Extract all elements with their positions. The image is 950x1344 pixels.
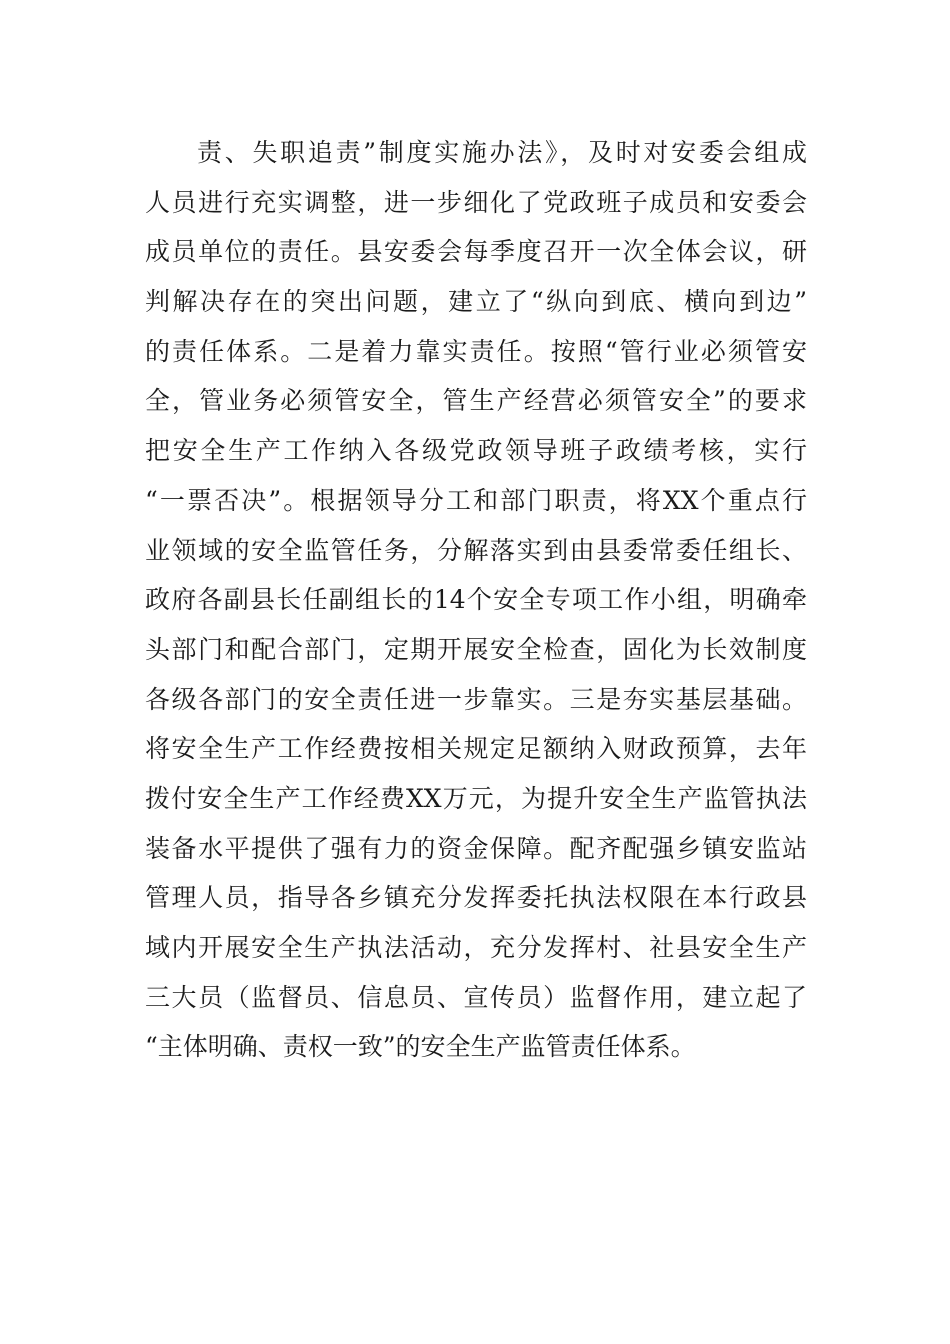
body-paragraph — [145, 128, 807, 1072]
paragraph-line: 各级各部门的安全责任进一步靠实。三是夯实基层基础。 — [145, 684, 807, 714]
paragraph-line: 判解决存在的突出问题，建立了“纵向到底、横向到边” — [145, 287, 807, 317]
paragraph-line: “主体明确、责权一致”的安全生产监管责任体系。 — [145, 1032, 696, 1062]
paragraph-line: 全，管业务必须管安全，管生产经营必须管安全”的要求 — [145, 386, 807, 416]
paragraph-line: 政府各副县长任副组长的14个安全专项工作小组，明确牵 — [145, 585, 807, 615]
paragraph-line: 业领域的安全监管任务，分解落实到由县委常委任组长、 — [145, 535, 807, 565]
paragraph-line: 成员单位的责任。县安委会每季度召开一次全体会议，研 — [145, 237, 807, 267]
paragraph-line: 域内开展安全生产执法活动，充分发挥村、社县安全生产 — [145, 933, 807, 962]
paragraph-line: 的责任体系。二是着力靠实责任。按照“管行业必须管安 — [145, 336, 807, 366]
paragraph-line: 三大员（监督员、信息员、宣传员）监督作用，建立起了 — [145, 982, 807, 1012]
paragraph-line: 拨付安全生产工作经费XX万元，为提升安全生产监管执法 — [145, 783, 807, 813]
paragraph-line: 管理人员，指导各乡镇充分发挥委托执法权限在本行政县 — [145, 883, 807, 913]
paragraph-line: “一票否决”。根据领导分工和部门职责，将XX个重点行 — [145, 485, 807, 515]
paragraph-line: 装备水平提供了强有力的资金保障。配齐配强乡镇安监站 — [145, 833, 807, 863]
paragraph-line: 责、失职追责”制度实施办法》，及时对安委会组成 — [197, 138, 807, 167]
paragraph-line: 把安全生产工作纳入各级党政领导班子政绩考核，实行 — [145, 436, 807, 466]
paragraph-line: 人员进行充实调整，进一步细化了党政班子成员和安委会 — [145, 187, 807, 217]
paragraph-line: 头部门和配合部门，定期开展安全检查，固化为长效制度 — [145, 634, 807, 664]
paragraph-line: 将安全生产工作经费按相关规定足额纳入财政预算，去年 — [145, 734, 807, 764]
